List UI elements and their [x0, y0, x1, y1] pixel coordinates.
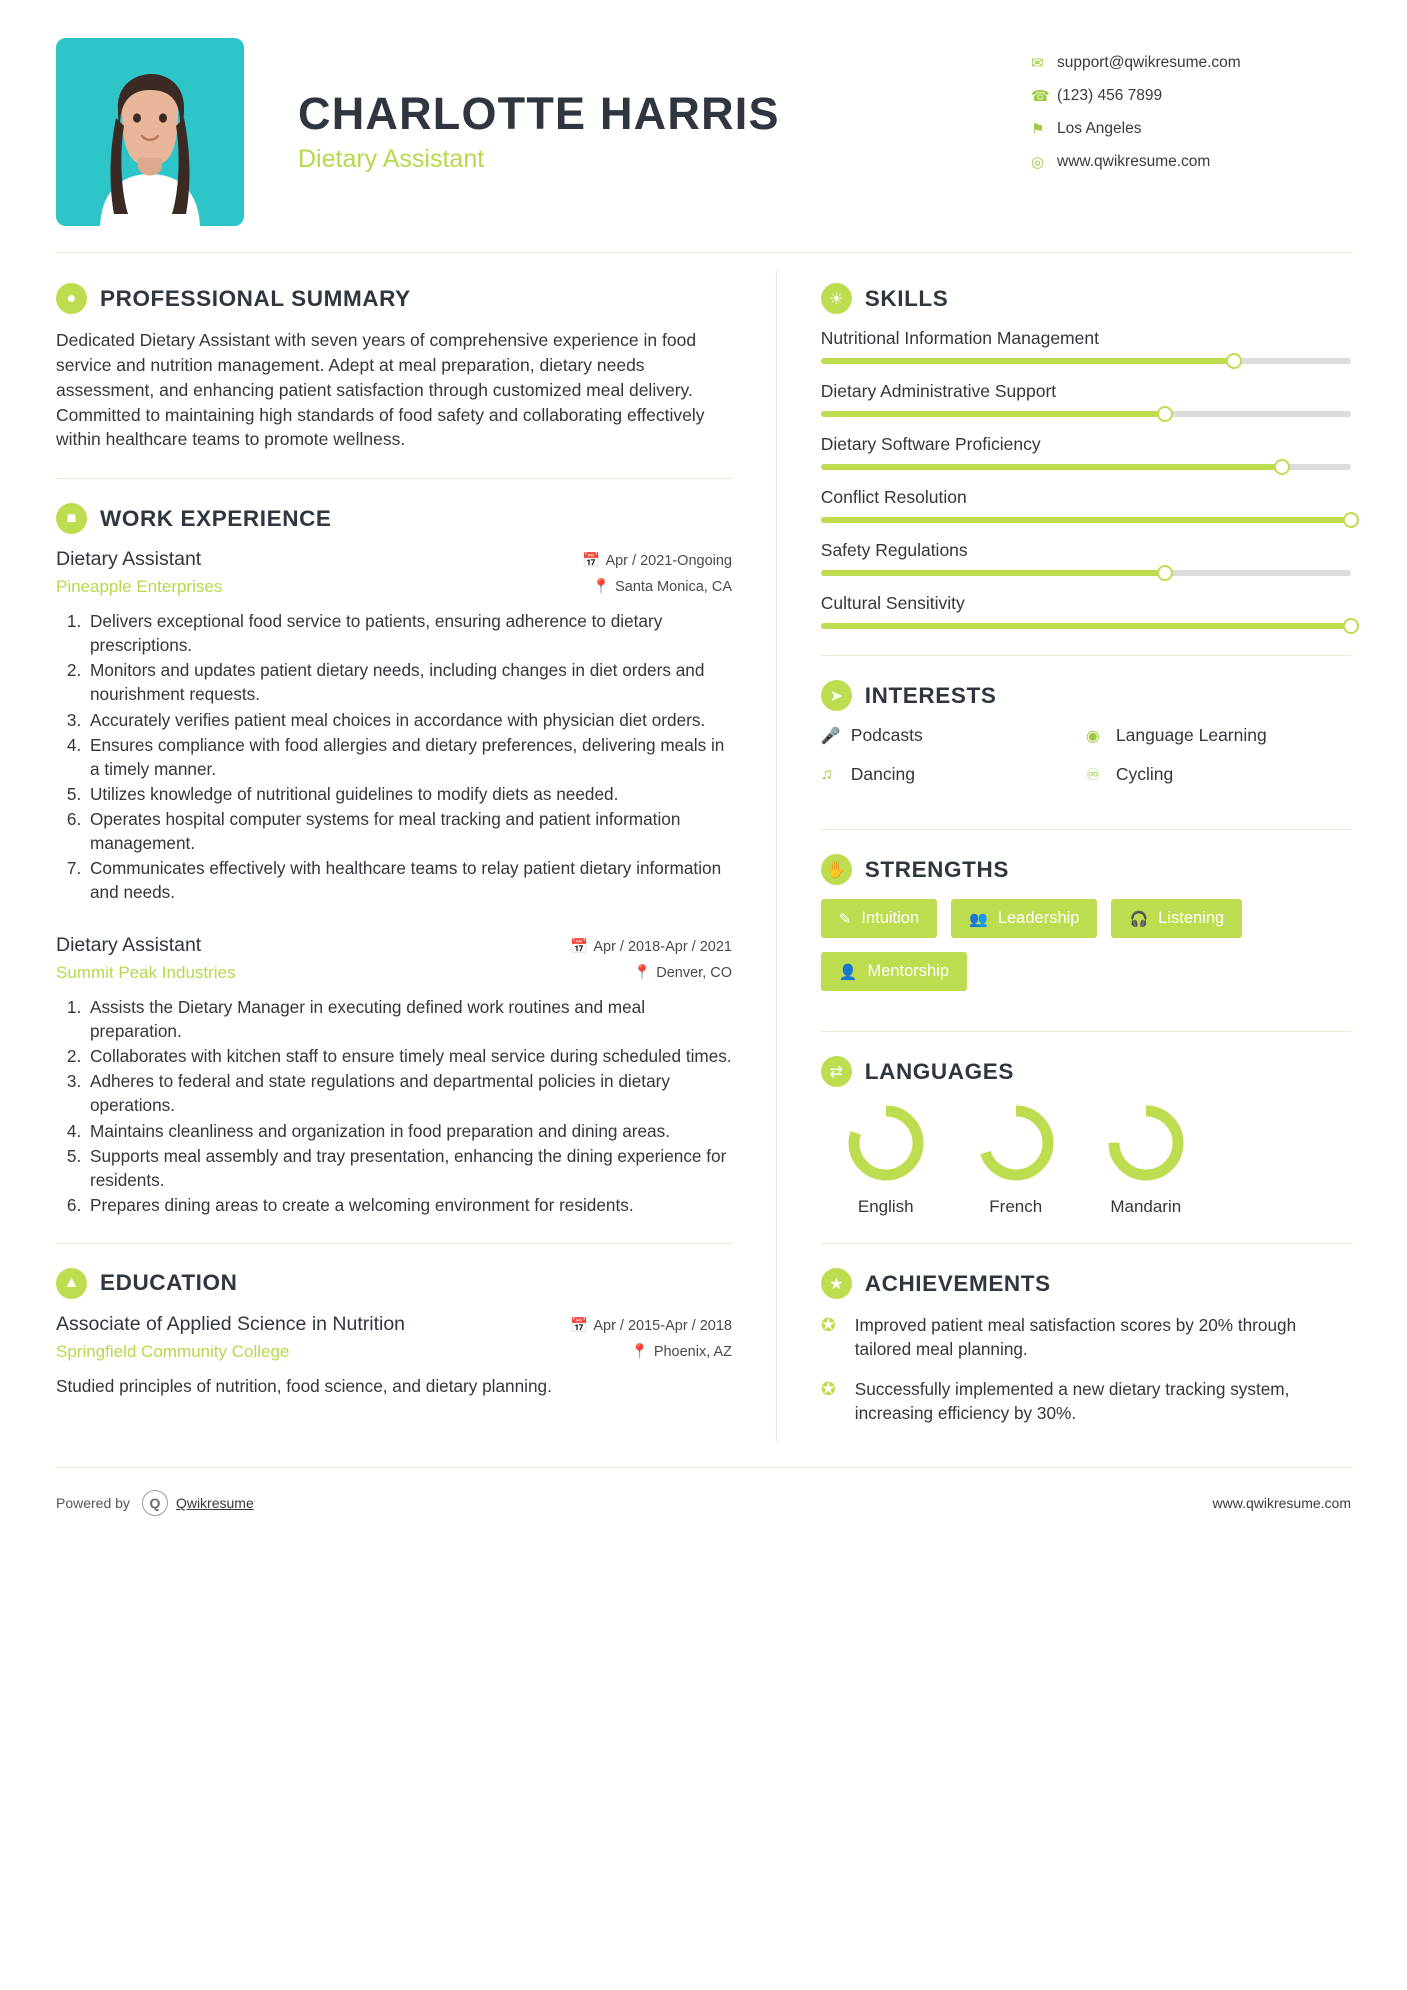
skill-bar	[821, 517, 1351, 523]
summary-text: Dedicated Dietary Assistant with seven years of comprehensive experience in food service and nutrition management. Adept at meal preparation, dietary needs assessment, and enhancing patient satisfaction through customized meal delivery. Committed to maintaining high standards of food safety and collaborating effectively within healthcare teams to promote wellness.	[56, 330, 705, 450]
list-item: 6. Operates hospital computer systems for meal tracking and patient information management.	[86, 807, 732, 855]
section-title: INTERESTS	[864, 682, 997, 708]
list-item: 1. Assists the Dietary Manager in executing defined work routines and meal preparation.	[86, 995, 732, 1043]
language-progress-ring	[974, 1101, 1058, 1185]
work-entry-row	[56, 548, 732, 597]
interests-list	[821, 725, 1351, 803]
job-role: Dietary Assistant	[56, 548, 202, 571]
education-entry-main	[56, 1313, 522, 1362]
interest-label: Cycling	[1115, 764, 1174, 784]
star-badge-icon: ✪	[820, 1315, 836, 1335]
skill-bar-knob	[1343, 512, 1359, 528]
skill-bar	[821, 358, 1351, 364]
section-education	[56, 1268, 732, 1398]
lightbulb-icon: ☀	[821, 283, 852, 314]
language-label: French	[989, 1197, 1043, 1216]
skill-bar-knob	[1226, 353, 1242, 369]
job-location: 📍 Denver, CO	[633, 965, 732, 982]
job-bullets	[86, 609, 732, 904]
strength-label: Intuition	[861, 909, 920, 927]
headphones-icon: 🎧	[1129, 910, 1149, 928]
work-entry-main	[56, 548, 522, 597]
music-note-icon: ♫	[820, 765, 833, 783]
work-entry-meta	[522, 552, 732, 595]
qwikresume-logo-icon: Q	[142, 1490, 168, 1516]
star-badge-icon: ✪	[820, 1379, 836, 1400]
achievement-text: Successfully implemented a new dietary tracking system, increasing efficiency by 30%.	[854, 1379, 1290, 1424]
section-title: EDUCATION	[100, 1270, 238, 1296]
education-entry-meta	[522, 1317, 732, 1360]
skill-item	[821, 540, 1351, 576]
language-item	[821, 1101, 951, 1217]
achievement-text: Improved patient meal satisfaction scores by 20% through tailored meal planning.	[854, 1315, 1297, 1360]
section-divider	[821, 829, 1351, 830]
skill-label: Safety Regulations	[820, 540, 968, 560]
phone-icon: ☎	[1031, 87, 1050, 105]
contact-location	[1031, 120, 1351, 138]
skill-label: Nutritional Information Management	[820, 328, 1099, 348]
contact-website	[1031, 153, 1351, 171]
skill-item	[821, 328, 1351, 364]
user-circle-icon: ●	[56, 283, 87, 314]
job-location: 📍 Santa Monica, CA	[592, 579, 732, 596]
section-title: WORK EXPERIENCE	[100, 505, 332, 531]
section-divider	[56, 478, 732, 479]
achievement-item	[821, 1377, 1351, 1425]
avatar	[56, 38, 244, 226]
skill-bar	[821, 570, 1351, 576]
contact-phone	[1031, 87, 1351, 105]
list-item: 6. Prepares dining areas to create a welcoming environment for residents.	[86, 1193, 732, 1217]
skill-bar-knob	[1157, 565, 1173, 581]
contact-email	[1031, 54, 1351, 72]
page-title: CHARLOTTE HARRIS	[298, 88, 780, 139]
pencil-icon: ✎	[838, 910, 852, 928]
job-bullets	[86, 995, 732, 1217]
section-header	[56, 503, 732, 534]
section-achievements	[821, 1268, 1351, 1425]
list-item: 1. Delivers exceptional food service to patients, ensuring adherence to dietary prescriptions.	[86, 609, 732, 657]
skill-bar	[821, 464, 1351, 470]
mail-icon: ✉	[1031, 54, 1044, 72]
section-header	[821, 1056, 1351, 1087]
strength-chip	[821, 899, 937, 938]
section-divider	[821, 1243, 1351, 1244]
language-globe-icon: ◉	[1085, 727, 1100, 745]
work-entry-meta	[522, 938, 732, 981]
skill-bar-fill	[821, 411, 1166, 417]
job-company: Summit Peak Industries	[56, 963, 236, 983]
skill-bar-fill	[821, 623, 1351, 629]
interest-label: Language Learning	[1115, 725, 1267, 745]
section-header	[821, 854, 1351, 885]
section-skills	[821, 283, 1351, 629]
list-item: 3. Accurately verifies patient meal choices in accordance with physician diet orders.	[86, 708, 732, 732]
location-pin-icon: 📍	[633, 965, 652, 982]
bicycle-icon: ♾	[1085, 766, 1101, 784]
footer	[56, 1468, 1351, 1542]
skill-bar-fill	[821, 358, 1235, 364]
section-professional-summary	[56, 283, 732, 452]
globe-icon: ◎	[1031, 153, 1045, 171]
skill-label: Conflict Resolution	[820, 487, 967, 507]
translate-icon: ⇄	[821, 1056, 852, 1087]
language-progress-ring	[1104, 1101, 1188, 1185]
interest-item	[1086, 764, 1351, 785]
work-entry-main	[56, 934, 522, 983]
strength-label: Leadership	[997, 909, 1080, 927]
right-column	[777, 253, 1351, 1441]
list-item: 7. Communicates effectively with healthcare teams to relay patient dietary information and needs.	[86, 856, 732, 904]
trophy-icon: ★	[821, 1268, 852, 1299]
language-item	[951, 1101, 1081, 1217]
skill-bar-knob	[1343, 618, 1359, 634]
section-header	[56, 283, 732, 314]
strength-label: Listening	[1158, 909, 1225, 927]
briefcase-icon: ■	[56, 503, 87, 534]
skill-bar-fill	[821, 570, 1166, 576]
job-title: Dietary Assistant	[298, 145, 485, 174]
section-divider	[821, 655, 1351, 656]
name-block	[244, 38, 1031, 174]
footer-website[interactable]: www.qwikresume.com	[1212, 1495, 1351, 1512]
calendar-icon: 📅	[582, 553, 601, 570]
strength-chip	[1111, 899, 1242, 938]
section-title: ACHIEVEMENTS	[864, 1270, 1051, 1296]
skill-item	[821, 434, 1351, 470]
skill-bar	[821, 623, 1351, 629]
section-title: SKILLS	[864, 285, 949, 311]
user-plus-icon: 👤	[838, 963, 858, 981]
calendar-icon: 📅	[570, 1317, 589, 1334]
skill-bar-fill	[821, 464, 1282, 470]
powered-by	[56, 1490, 254, 1516]
resume-header	[56, 38, 1351, 252]
job-role: Dietary Assistant	[56, 934, 202, 957]
skill-bar-fill	[821, 517, 1351, 523]
skill-bar-knob	[1157, 406, 1173, 422]
language-label: English	[857, 1197, 914, 1216]
left-column	[56, 253, 776, 1398]
contact-email-text[interactable]: support@qwikresume.com	[1057, 54, 1241, 71]
languages-list	[821, 1101, 1351, 1217]
powered-by-label: Powered by	[56, 1495, 130, 1512]
section-header	[821, 283, 1351, 314]
interest-item	[1086, 725, 1351, 746]
education-degree: Associate of Applied Science in Nutrition	[56, 1312, 406, 1335]
interest-label: Podcasts	[850, 725, 923, 745]
interest-label: Dancing	[850, 764, 915, 784]
interest-item	[821, 764, 1086, 785]
contact-phone-text: (123) 456 7899	[1057, 87, 1163, 104]
achievement-item	[821, 1313, 1351, 1361]
list-item: 4. Maintains cleanliness and organization in food preparation and dining areas.	[86, 1119, 732, 1143]
list-item: 3. Adheres to federal and state regulations and departmental policies in dietary operations.	[86, 1069, 732, 1117]
list-item: 5. Utilizes knowledge of nutritional guidelines to modify diets as needed.	[86, 782, 732, 806]
work-entry	[56, 934, 732, 1217]
education-dates: 📅 Apr / 2015-Apr / 2018	[570, 1317, 732, 1334]
section-title: PROFESSIONAL SUMMARY	[100, 285, 411, 311]
qwikresume-link[interactable]: Qwikresume	[175, 1495, 254, 1512]
work-entry-row	[56, 934, 732, 983]
skill-item	[821, 593, 1351, 629]
education-location: 📍 Phoenix, AZ	[630, 1343, 732, 1360]
hand-icon: ✋	[821, 854, 852, 885]
skill-bar-knob	[1274, 459, 1290, 475]
section-divider	[56, 1243, 732, 1244]
language-label: Mandarin	[1110, 1197, 1182, 1216]
section-languages	[821, 1056, 1351, 1217]
interest-item	[821, 725, 1086, 746]
skill-label: Dietary Software Proficiency	[820, 434, 1041, 454]
strength-label: Mentorship	[867, 962, 950, 980]
section-interests	[821, 680, 1351, 803]
list-item: 5. Supports meal assembly and tray presentation, enhancing the dining experience for residents.	[86, 1144, 732, 1192]
graduation-cap-icon: ▲	[56, 1268, 87, 1299]
education-school: Springfield Community College	[56, 1341, 290, 1361]
calendar-icon: 📅	[570, 939, 589, 956]
contact-list	[1031, 38, 1351, 186]
skill-bar	[821, 411, 1351, 417]
contact-location-text: Los Angeles	[1057, 120, 1142, 137]
list-item: 2. Monitors and updates patient dietary needs, including changes in diet orders and nourishment requests.	[86, 658, 732, 706]
paper-plane-icon: ➤	[821, 680, 852, 711]
section-header	[56, 1268, 732, 1299]
section-header	[821, 1268, 1351, 1299]
job-dates: 📅 Apr / 2021-Ongoing	[582, 553, 732, 570]
job-company: Pineapple Enterprises	[56, 577, 223, 597]
resume-body	[56, 253, 1351, 1441]
strength-chip	[821, 952, 967, 991]
education-description: Studied principles of nutrition, food science, and dietary planning.	[56, 1375, 552, 1396]
contact-website-text[interactable]: www.qwikresume.com	[1057, 153, 1211, 170]
avatar-photo	[56, 38, 244, 226]
section-title: STRENGTHS	[864, 856, 1009, 882]
group-icon: 👥	[969, 910, 988, 928]
job-dates: 📅 Apr / 2018-Apr / 2021	[570, 939, 732, 956]
education-entry-row	[56, 1313, 732, 1362]
strength-chip	[951, 899, 1097, 938]
language-progress-ring	[844, 1101, 928, 1185]
location-pin-icon: ⚑	[1031, 120, 1045, 138]
section-strengths	[821, 854, 1351, 1005]
skill-item	[821, 487, 1351, 523]
list-item: 2. Collaborates with kitchen staff to ensure timely meal service during scheduled times.	[86, 1044, 732, 1068]
list-item: 4. Ensures compliance with food allergies and dietary preferences, delivering meals in a timely manner.	[86, 733, 732, 781]
section-header	[821, 680, 1351, 711]
language-item	[1081, 1101, 1211, 1217]
section-divider	[821, 1031, 1351, 1032]
skill-label: Cultural Sensitivity	[820, 593, 965, 613]
strengths-list	[821, 899, 1351, 1005]
skill-label: Dietary Administrative Support	[820, 381, 1057, 401]
section-work-experience	[56, 503, 732, 1217]
microphone-icon: 🎤	[820, 727, 841, 745]
location-pin-icon: 📍	[592, 579, 611, 596]
work-entry	[56, 548, 732, 904]
section-title: LANGUAGES	[864, 1058, 1014, 1084]
skill-item	[821, 381, 1351, 417]
location-pin-icon: 📍	[630, 1343, 649, 1360]
